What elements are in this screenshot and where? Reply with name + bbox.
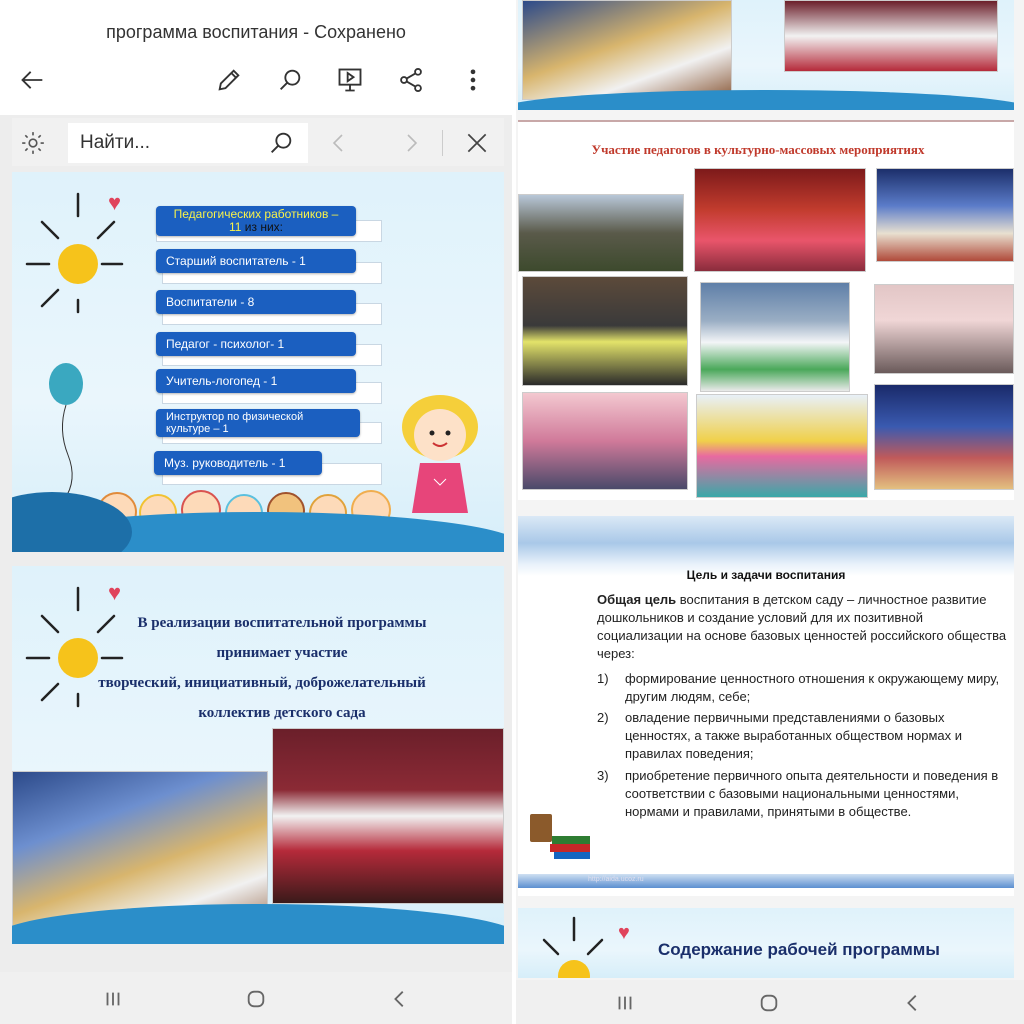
chevron-right-icon[interactable]: [394, 126, 428, 160]
photo-costume-party: [522, 0, 732, 100]
goals-lead-bold: Общая цель: [597, 592, 677, 607]
slide-events[interactable]: [518, 120, 1014, 500]
goal-text: формирование ценностного отношения к окружающему миру, другим людям, себе;: [625, 671, 1000, 704]
heart-icon: ♥: [108, 580, 122, 605]
content-title: Содержание рабочей программы: [658, 940, 940, 959]
books-icon: [526, 806, 596, 862]
slide-collective-bottom[interactable]: [518, 0, 1014, 110]
event-photo-2: [694, 168, 866, 272]
back-icon[interactable]: [898, 988, 928, 1018]
staff-item-music: Муз. руководитель - 1: [154, 451, 322, 475]
events-title: Участие педагогов в культурно-массовых мероприятиях: [591, 142, 925, 157]
staff-item-pe-instructor: [156, 409, 360, 437]
wave-header: [518, 516, 1014, 576]
event-photo-7: [522, 392, 688, 490]
staff-pe-line1: Инструктор по физической: [166, 411, 304, 423]
goal-number: 2): [597, 710, 609, 725]
collective-line-1: В реализации воспитательной программы: [137, 615, 427, 631]
collective-line-3: творческий, инициативный, доброжелательный: [98, 675, 426, 691]
event-photo-1: [518, 194, 684, 272]
goal-text: приобретение первичного опыта деятельности и поведения в соответствии с базовыми национальными ценностями, нормами и правилами, принятыми в обществе.: [625, 768, 999, 819]
photo-folk-costumes: [272, 728, 504, 904]
heart-icon: ♥: [618, 922, 630, 944]
collective-line-4: коллектив детского сада: [198, 705, 366, 721]
find-bar-divider: [442, 130, 443, 156]
girl-illustration: [390, 387, 490, 527]
goals-lead-text: воспитания в детском саду – личностное развитие дошкольников и создание условий для их позитивной социализации на основе базовых ценностей российского общества через:: [597, 592, 1007, 661]
home-icon[interactable]: [754, 988, 784, 1018]
event-photo-4: [522, 276, 688, 386]
staff-pe-line2: культуре – 1: [166, 423, 229, 435]
goal-number: 1): [597, 671, 609, 686]
event-photo-6: [874, 284, 1014, 374]
goal-item-3: [597, 767, 1007, 841]
event-photo-3: [876, 168, 1014, 262]
footer-url: http://aida.ucoz.ru: [588, 876, 644, 883]
slide-goals[interactable]: [518, 516, 1014, 896]
staff-item-psychologist: Педагог - психолог- 1: [156, 332, 356, 356]
staff-total-suffix: из них:: [244, 220, 283, 234]
recent-apps-icon[interactable]: [610, 988, 640, 1018]
find-bar: [12, 118, 504, 166]
staff-item-senior: Старший воспитатель - 1: [156, 249, 356, 273]
staff-total-count: 11: [228, 220, 242, 234]
app-bar: [0, 0, 512, 115]
event-photo-8: [696, 394, 868, 498]
search-icon[interactable]: [264, 126, 298, 160]
close-icon[interactable]: [460, 126, 494, 160]
staff-total-box: [156, 206, 356, 236]
recent-apps-icon[interactable]: [98, 984, 128, 1014]
pencil-icon[interactable]: [211, 62, 247, 98]
goal-number: 3): [597, 768, 609, 783]
nav-bar: [516, 980, 1024, 1024]
right-screen: [516, 0, 1024, 1024]
slide-staff[interactable]: [12, 172, 504, 552]
nav-bar: [0, 972, 512, 1024]
balloon-icon: [46, 362, 86, 502]
staff-item-speech-therapist: Учитель-логопед - 1: [156, 369, 356, 393]
event-photo-5: [700, 282, 850, 392]
sun-icon: [532, 914, 612, 978]
event-photo-9: [874, 384, 1014, 490]
goal-item-1: [597, 670, 1007, 710]
goal-text: овладение первичными представлениями о базовых ценностях, а также выработанных обществом нормах и правилах поведения;: [625, 710, 963, 761]
back-icon[interactable]: [385, 984, 415, 1014]
settings-icon[interactable]: [16, 126, 50, 160]
chevron-left-icon[interactable]: [322, 126, 356, 160]
collective-line-2: принимает участие: [216, 645, 348, 661]
back-arrow-icon[interactable]: [15, 62, 51, 98]
slide-collective[interactable]: [12, 566, 504, 944]
search-icon[interactable]: [272, 62, 308, 98]
document-title: программа воспитания - Сохранено: [106, 22, 406, 42]
heart-icon: ♥: [108, 190, 122, 215]
staff-item-teachers: Воспитатели - 8: [156, 290, 356, 314]
photo-folk-costumes: [784, 0, 998, 72]
collective-text: [72, 608, 492, 728]
goals-title: Цель и задачи воспитания: [686, 568, 846, 582]
goal-item-2: [597, 709, 1007, 765]
share-icon[interactable]: [393, 62, 429, 98]
slideshow-icon[interactable]: [332, 62, 368, 98]
home-icon[interactable]: [241, 984, 271, 1014]
slide-content[interactable]: [518, 908, 1014, 978]
staff-total-label: Педагогических работников –: [173, 207, 339, 221]
goals-lead: [597, 591, 1007, 663]
more-vert-icon[interactable]: [455, 62, 491, 98]
